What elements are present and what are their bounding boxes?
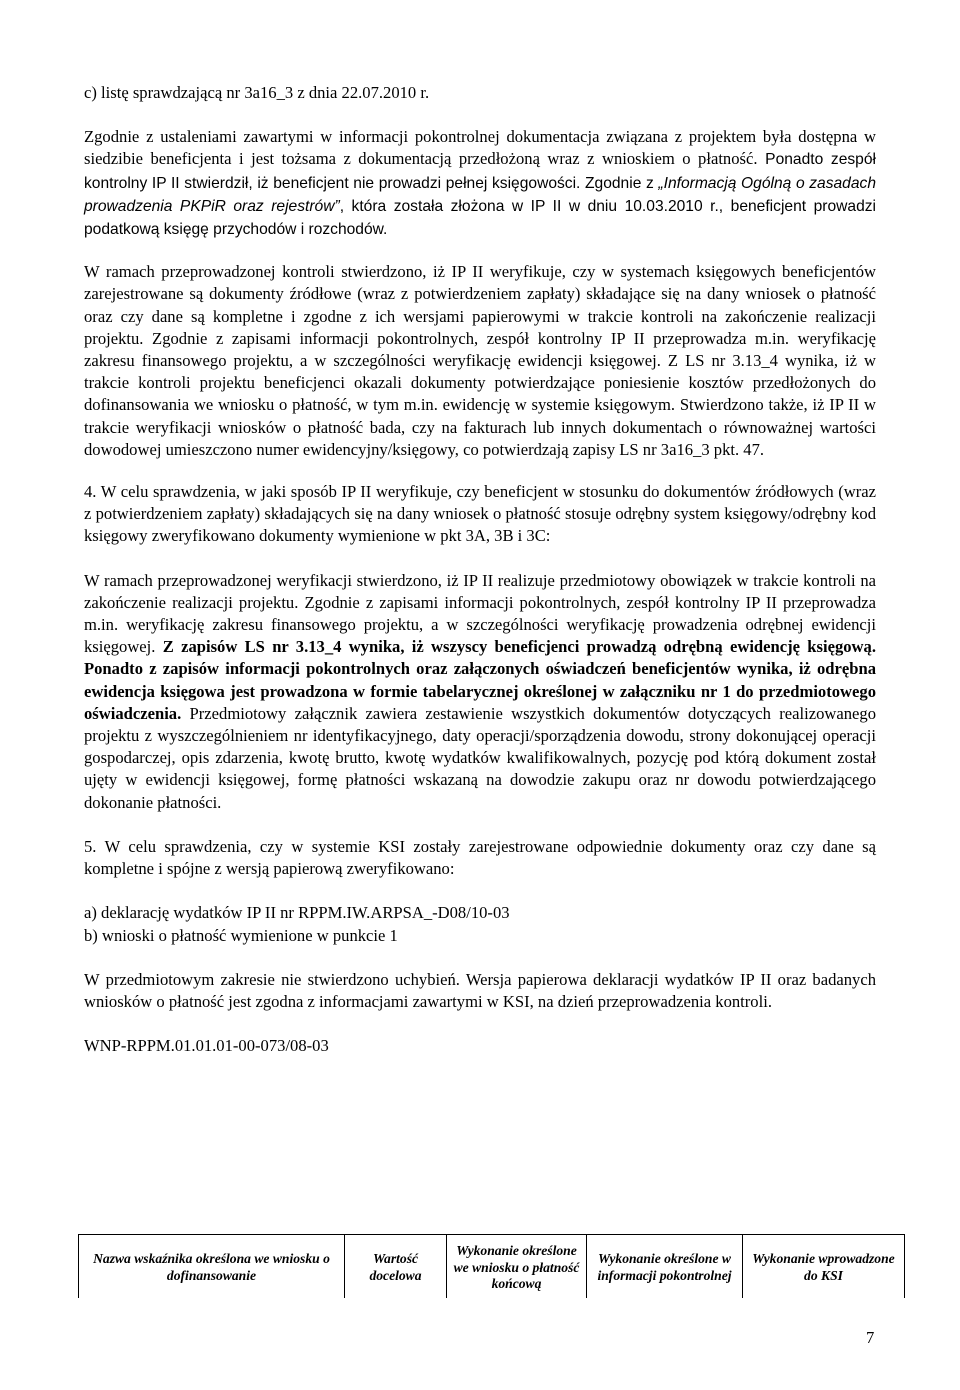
paragraph-documentation (84, 126, 876, 241)
table-header-cell: Wykonanie określone we wniosku o płatność końcową (447, 1235, 587, 1299)
checklist-line: c) listę sprawdzającą nr 3a16_3 z dnia 22.07.2010 r. (84, 83, 430, 102)
paragraph-control-findings: W ramach przeprowadzonej kontroli stwierdzono, iż IP II weryfikuje, czy w systemach księgowych beneficjentów zarejestrowane są dokumenty źródłowe (wraz z potwierdzeniem zapłaty) składające się na dany wniosek o płatność oraz czy dane są kompletne i zgodne z ich wersjami papierowymi w trakcie kontroli na zakończenie realizacji projektu. Zgodnie z zapisami informacji pokontrolnych, zespół kontrolny IP II przeprowadza m.in. weryfikację zakresu finansowego projektu, a w szczególności weryfikację ewidencji księgowej. Z LS nr 3.13_4 wynika, iż w trakcie kontroli projektu beneficjenci okazali dokumenty potwierdzające poniesienie kosztów przedłożonych do dofinansowania we wniosku o płatność, w tym m.in. ewidencję w systemie księgowym. Stwierdzono także, iż IP II w trakcie weryfikacji wniosków o płatność bada, czy na fakturach lub innych dokumentach o równoważnej wartości dowodowej umieszczono numer ewidencyjny/księgowy, co potwierdzają zapisy LS nr 3a16_3 pkt. 47. (84, 262, 876, 459)
document-body (84, 82, 876, 1057)
table-header-cell: Nazwa wskaźnika określona we wniosku o dofinansowanie (79, 1235, 345, 1299)
paragraph-documentation-italic: „Informacją Ogólną o zasadach prowadzenia PKPiR oraz rejestrów” (84, 174, 876, 215)
table-header-cell: Wykonanie wprowadzone do KSI (743, 1235, 905, 1299)
list-item-a: a) deklarację wydatków IP II nr RPPM.IW.ARPSA_-D08/10-03 (84, 903, 510, 923)
project-number: WNP-RPPM.01.01.01-00-073/08-03 (84, 1036, 329, 1056)
table-header-cell: Wartość docelowa (345, 1235, 447, 1299)
paragraph-documentation-text-b: Ponadto zespół kontrolny IP II stwierdził, iż beneficjent nie prowadzi pełnej księgowości. Zgodnie z (84, 151, 876, 192)
paragraph-point-4: 4. W celu sprawdzenia, w jaki sposób IP II weryfikuje, czy beneficjent w stosunku do dokumentów źródłowych (wraz z potwierdzeniem zapłaty) składających się na dany wniosek o płatność stosuje odrębny system księgowy/odrębny kod księgowy zweryfikowano dokumenty wymienione w pkt 3A, 3B i 3C: (84, 482, 876, 546)
paragraph-documentation-text-c: , która została złożona w IP II w dniu 10.03.2010 r., beneficjent prowadzi podatkową księgę przychodów i rozchodów. (84, 197, 877, 239)
paragraph-verification-bold: Z zapisów LS nr 3.13_4 wynika, iż wszyscy beneficjenci prowadzą odrębną ewidencję księgową. Ponadto z zapisów informacji pokontrolnych oraz załączonych oświadczeń beneficjentów wynika, iż odrębna ewidencja księgowa jest prowadzona w formie tabelarycznej określonej w załączniku nr 1 do przedmiotowego oświadczenia. (84, 637, 876, 723)
page-number: 7 (866, 1328, 875, 1347)
paragraph-verification-text-b: Przedmiotowy załącznik zawiera zestawienie wszystkich dokumentów dotyczących realizowanego projektu z wyszczególnieniem nr identyfikacyjnego, daty operacji/sporządzenia dowodu, strony dokonującej operacji gospodarczej, opis zdarzenia, kwotę brutto, kwotę wydatków kwalifikowalnych, pozycję pod którą dokument został ujęty w ewidencji księgowej, formę płatności wskazaną na dowodzie zakupu oraz nr dowodu potwierdzającego dokonanie płatności. (84, 703, 876, 812)
paragraph-conclusion: W przedmiotowym zakresie nie stwierdzono uchybień. Wersja papierowa deklaracji wydatków IP II oraz badanych wniosków o płatność jest zgodna z informacjami zawartymi w KSI, na dzień przeprowadzenia kontroli. (84, 969, 876, 1011)
table-header-row (79, 1235, 905, 1299)
paragraph-point-5: 5. W celu sprawdzenia, czy w systemie KSI zostały zarejestrowane odpowiednie dokumenty oraz czy dane są kompletne i spójne z wersją papierową zweryfikowano: (84, 836, 876, 879)
paragraph-verification (84, 570, 876, 814)
paragraph-documentation-text-a: Zgodnie z ustaleniami zawartymi w informacji pokontrolnej dokumentacja związana z projektem była dostępna w siedzibie beneficjenta i jest tożsama z dokumentacją przedłożoną wraz z wnioskiem o płatność. (84, 127, 876, 169)
paragraph-verification-text-a: W ramach przeprowadzonej weryfikacji stwierdzono, iż IP II realizuje przedmiotowy obowiązek w trakcie kontroli na zakończenie realizacji projektu. Zgodnie z zapisami informacji pokontrolnych, zespół kontrolny IP II przeprowadza m.in. weryfikację zakresu finansowego projektu, a w szczególności weryfikację prowadzenia odrębnej ewidencji księgowej. (84, 570, 876, 657)
list-item-b: b) wnioski o płatność wymienione w punkcie 1 (84, 925, 398, 945)
indicator-table (78, 1234, 905, 1298)
table-header-cell: Wykonanie określone w informacji pokontrolnej (587, 1235, 743, 1299)
